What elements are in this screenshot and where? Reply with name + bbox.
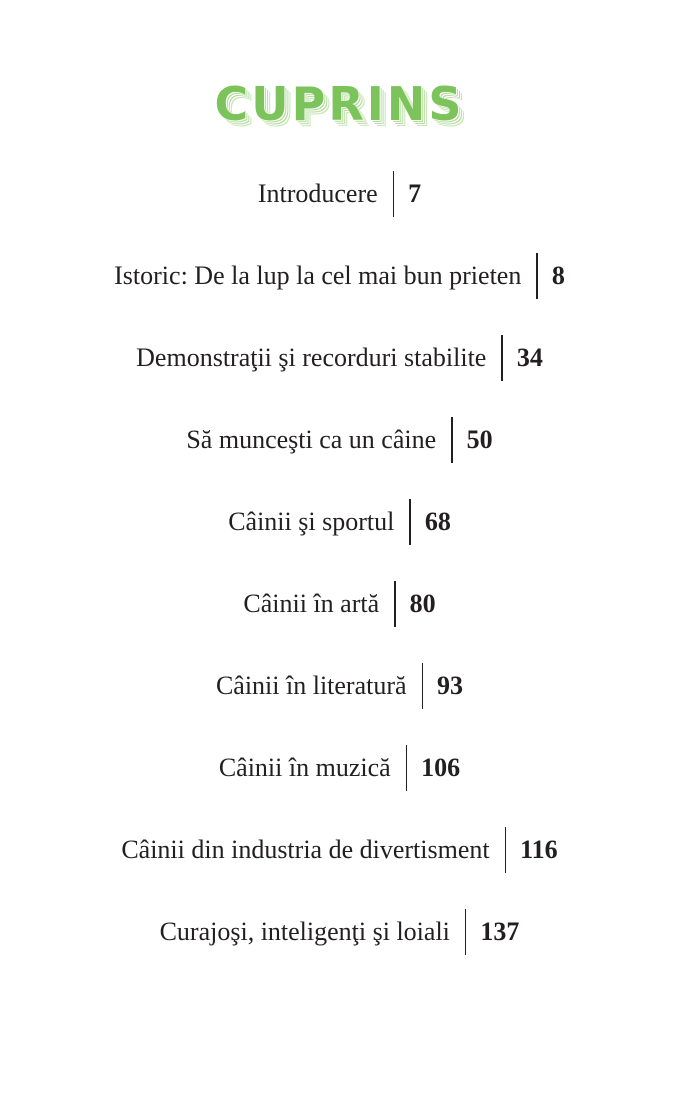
toc-entry-label: Să munceşti ca un câine bbox=[186, 425, 437, 454]
toc-entry bbox=[0, 908, 679, 956]
separator-line bbox=[422, 663, 424, 709]
separator-line bbox=[501, 335, 503, 381]
toc-entry bbox=[0, 580, 679, 628]
toc-entry-label: Câinii în literatură bbox=[215, 671, 407, 700]
toc-entry-label: Câinii şi sportul bbox=[228, 507, 395, 536]
toc-entry bbox=[0, 498, 679, 546]
toc-entry-page-number: 7 bbox=[408, 179, 422, 208]
toc-entry-page-number: 50 bbox=[466, 425, 493, 454]
toc-entry bbox=[0, 744, 679, 792]
toc-entry-page-number: 34 bbox=[516, 343, 543, 372]
toc-entry bbox=[0, 662, 679, 710]
toc-entry-label: Demonstraţii şi recorduri stabilite bbox=[136, 343, 487, 372]
separator-line bbox=[409, 499, 411, 545]
toc-entry-label: Câinii din industria de divertisment bbox=[121, 835, 490, 864]
toc-entry bbox=[0, 826, 679, 874]
toc-entry-label: Câinii în muzică bbox=[218, 753, 391, 782]
toc-entry-label: Introducere bbox=[257, 179, 378, 208]
separator-line bbox=[393, 171, 395, 217]
page-title: CUPRINS bbox=[214, 77, 465, 131]
toc-entry-page-number: 68 bbox=[424, 507, 451, 536]
toc-entry-label: Câinii în artă bbox=[243, 589, 380, 618]
toc-entry-page-number: 93 bbox=[437, 671, 464, 700]
toc-entry-label: Istoric: De la lup la cel mai bun prieten bbox=[114, 261, 522, 290]
separator-line bbox=[465, 909, 467, 955]
toc-entry bbox=[0, 170, 679, 218]
toc-entry-page-number: 116 bbox=[520, 835, 558, 864]
separator-line bbox=[406, 745, 408, 791]
separator-line bbox=[451, 417, 453, 463]
toc-entry-page-number: 80 bbox=[409, 589, 436, 618]
toc-entry bbox=[0, 416, 679, 464]
toc-entry bbox=[0, 252, 679, 300]
toc-entry-label: Curajoşi, inteligenţi şi loiali bbox=[159, 917, 450, 946]
toc-entry bbox=[0, 334, 679, 382]
toc-entry-page-number: 8 bbox=[551, 261, 565, 290]
separator-line bbox=[536, 253, 538, 299]
toc-entry-page-number: 137 bbox=[480, 917, 520, 946]
toc-entry-page-number: 106 bbox=[421, 753, 461, 782]
separator-line bbox=[505, 827, 507, 873]
separator-line bbox=[394, 581, 396, 627]
